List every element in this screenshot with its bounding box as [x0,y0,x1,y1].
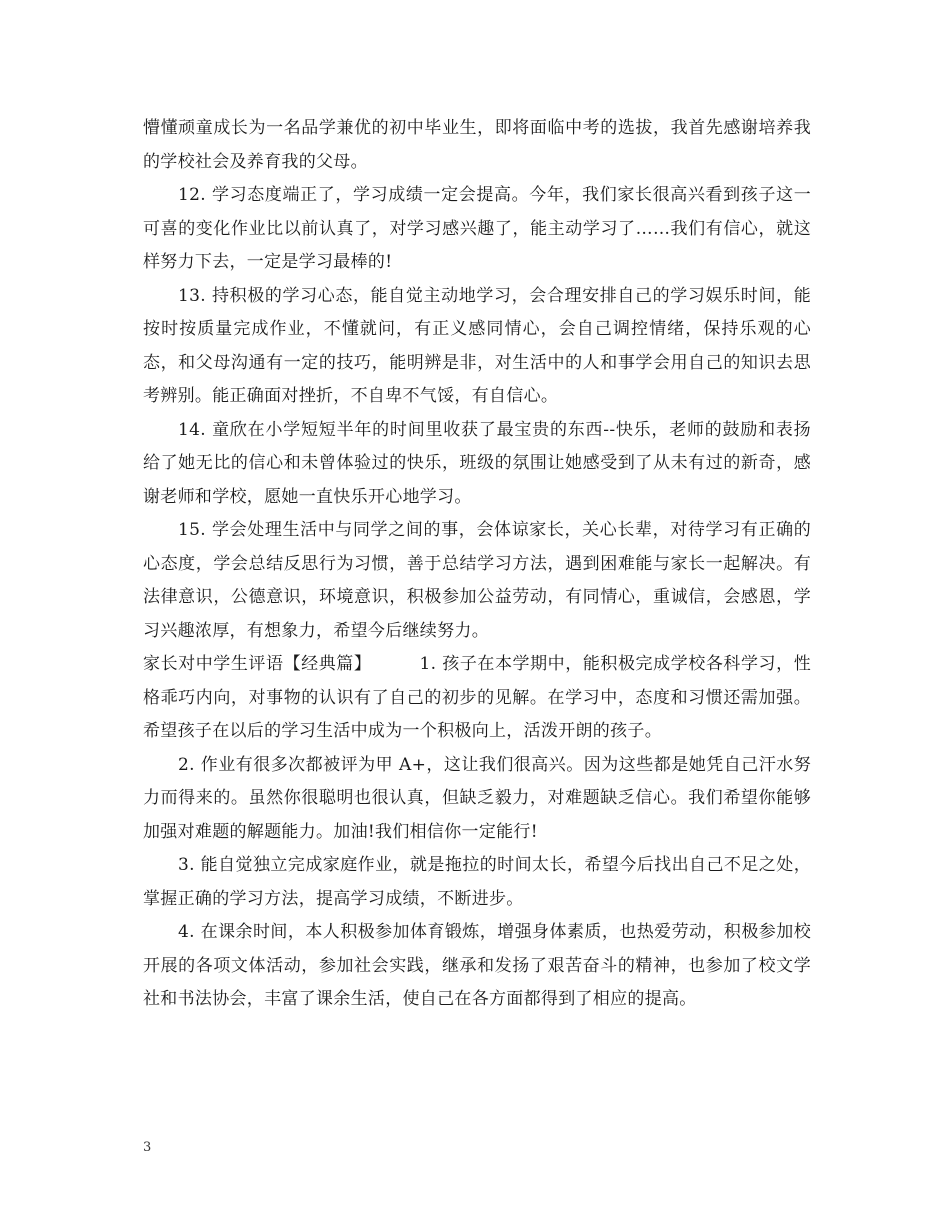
section-heading-paragraph [143,648,811,749]
paragraph-item-13: 13. 持积极的学习心态，能自觉主动地学习，会合理安排自己的学习娱乐时间，能按时按质量完成作业，不懂就问，有正义感同情心，会自己调控情绪，保持乐观的心态，和父母沟通有一定的技巧，能明辨是非，对生活中的人和事学会用自己的知识去思考辨别。能正确面对挫折，不自卑不气馁，有自信心。 [143,285,811,406]
section-item-2: 2. 作业有很多次都被评为甲 A+，这让我们很高兴。因为这些都是她凭自己汗水努力而得来的。虽然你很聪明也很认真，但缺乏毅力，对难题缺乏信心。我们希望你能够加强对难题的解题能力。加油!我们相信你一定能行! [143,754,811,842]
paragraph-item-15: 15. 学会处理生活中与同学之间的事，会体谅家长，关心长辈，对待学习有正确的心态度，学会总结反思行为习惯，善于总结学习方法，遇到困难能与家长一起解决。有法律意识，公德意识，环境意识，积极参加公益劳动，有同情心，重诚信，会感恩，学习兴趣浓厚，有想象力，希望今后继续努力。 [143,520,811,641]
section-item-3: 3. 能自觉独立完成家庭作业，就是拖拉的时间太长，希望今后找出自己不足之处，掌握正确的学习方法，提高学习成绩，不断进步。 [143,855,811,909]
document-body [143,112,811,1017]
section-item-4: 4. 在课余时间，本人积极参加体育锻炼，增强身体素质，也热爱劳动，积极参加校开展的各项文体活动，参加社会实践，继承和发扬了艰苦奋斗的精神，也参加了校文学社和书法协会，丰富了课余生活，使自己在各方面都得到了相应的提高。 [143,922,811,1009]
section-heading: 家长对中学生评语【经典篇】 [143,654,372,674]
section-item-1: 1. 孩子在本学期中，能积极完成学校各科学习，性格乖巧内向，对事物的认识有了自己的初步的见解。在学习中，态度和习惯还需加强。希望孩子在以后的学习生活中成为一个积极向上，活泼开朗的孩子。 [143,654,811,741]
paragraph-continuation: 懵懂顽童成长为一名品学兼优的初中毕业生，即将面临中考的选拔，我首先感谢培养我的学校社会及养育我的父母。 [143,118,811,172]
paragraph-item-14: 14. 童欣在小学短短半年的时间里收获了最宝贵的东西--快乐，老师的鼓励和表扬给了她无比的信心和未曾体验过的快乐，班级的氛围让她感受到了从未有过的新奇，感谢老师和学校，愿她一直快乐开心地学习。 [143,419,811,507]
page-number: 3 [143,1140,152,1155]
paragraph-item-12: 12. 学习态度端正了，学习成绩一定会提高。今年，我们家长很高兴看到孩子这一可喜的变化作业比以前认真了，对学习感兴趣了，能主动学习了……我们有信心，就这样努力下去，一定是学习最棒的! [143,185,811,272]
